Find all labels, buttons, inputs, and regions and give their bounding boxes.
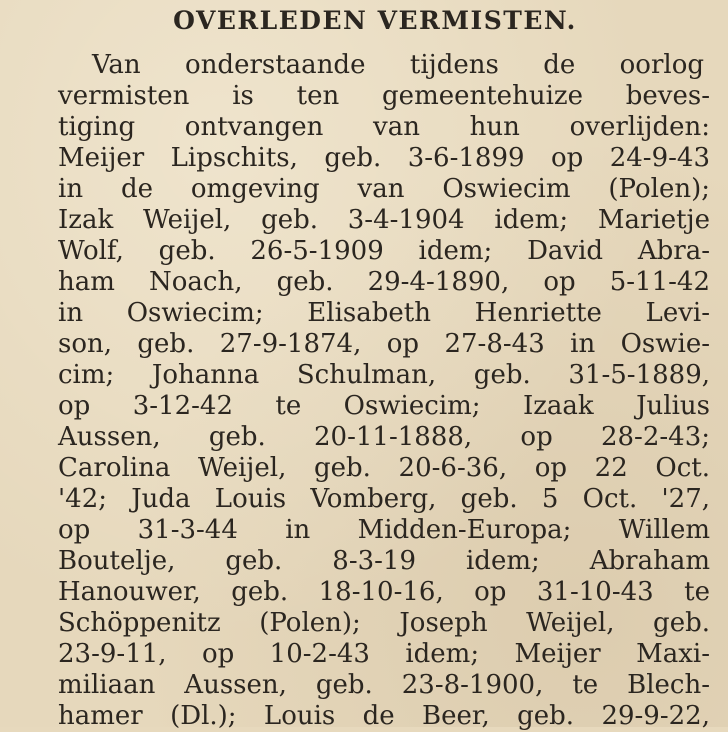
article-line: hamer (Dl.); Louis de Beer, geb. 29-9-22, [58, 701, 710, 731]
article-line: in de omgeving van Oswiecim (Polen); [58, 174, 710, 204]
article-line: Hanouwer, geb. 18-10-16, op 31-10-43 te [58, 577, 710, 607]
article-line: op 31-3-44 in Midden-Europa; Willem [58, 515, 710, 545]
article-line: 23-9-11, op 10-2-43 idem; Meijer Maxi- [58, 639, 710, 669]
article-headline: OVERLEDEN VERMISTEN. [173, 6, 577, 35]
article-line: Van onderstaande tijdens de oorlog [92, 50, 704, 80]
article-line: Wolf, geb. 26-5-1909 idem; David Abra- [58, 236, 710, 266]
article-line: op 3-12-42 te Oswiecim; Izaak Julius [58, 391, 710, 421]
article-line: Boutelje, geb. 8-3-19 idem; Abraham [58, 546, 710, 576]
article-line: Schöppenitz (Polen); Joseph Weijel, geb. [58, 608, 710, 638]
article-line: in Oswiecim; Elisabeth Henriette Levi- [58, 298, 710, 328]
article-line: Izak Weijel, geb. 3-4-1904 idem; Marietje [58, 205, 710, 235]
article-line: Aussen, geb. 20-11-1888, op 28-2-43; [58, 422, 710, 452]
article-line: tiging ontvangen van hun overlijden: [58, 112, 710, 142]
article-line: Meijer Lipschits, geb. 3-6-1899 op 24-9-43 [58, 143, 710, 173]
article-line: '42; Juda Louis Vomberg, geb. 5 Oct. '27, [58, 484, 710, 514]
article-line: ham Noach, geb. 29-4-1890, op 5-11-42 [58, 267, 710, 297]
article-line: son, geb. 27-9-1874, op 27-8-43 in Oswie- [58, 329, 710, 359]
article-line: vermisten is ten gemeentehuize beves- [58, 81, 710, 111]
article-line: miliaan Aussen, geb. 23-8-1900, te Blech- [58, 670, 710, 700]
article-line: cim; Johanna Schulman, geb. 31-5-1889, [58, 360, 710, 390]
article-line: Carolina Weijel, geb. 20-6-36, op 22 Oct. [58, 453, 710, 483]
